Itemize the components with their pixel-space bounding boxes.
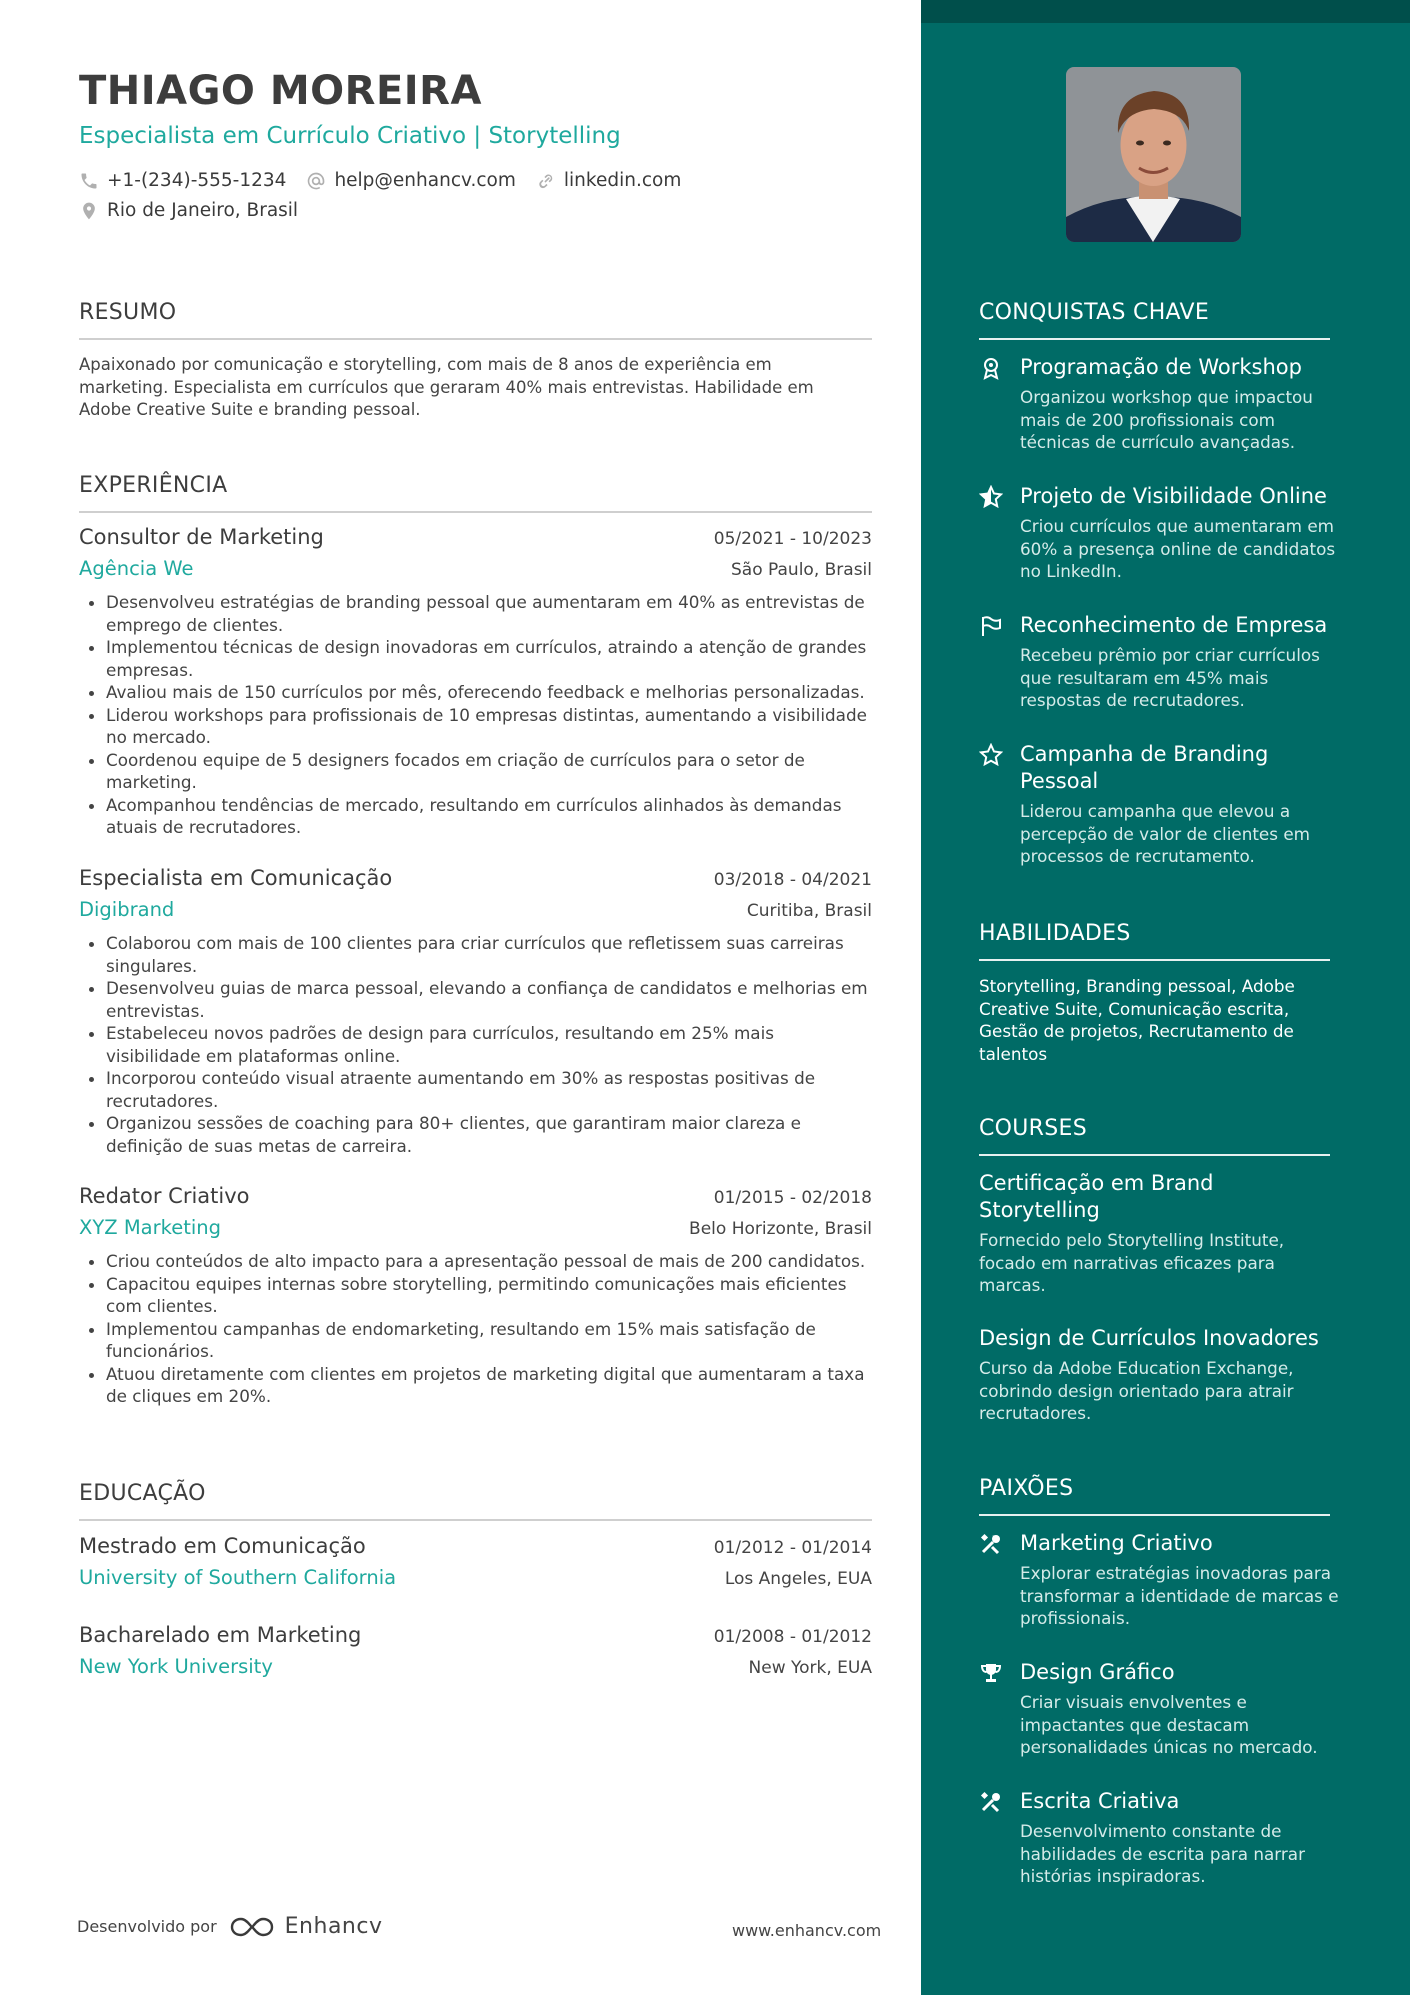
job-role: Redator Criativo [79, 1184, 250, 1208]
passion-item [979, 1659, 1339, 1759]
at-icon [306, 171, 326, 191]
job-company: Agência We [79, 557, 194, 580]
achievement-title: Programação de Workshop [1020, 355, 1302, 379]
course-desc: Fornecido pelo Storytelling Institute, focado em narrativas eficazes para marcas. [979, 1230, 1285, 1295]
achievements-heading: CONQUISTAS CHAVE [979, 300, 1210, 325]
education-date: 01/2008 - 01/2012 [713, 1627, 872, 1647]
achievement-desc: Criou currículos que aumentaram em 60% a presença online de candidatos no LinkedIn. [1020, 516, 1336, 581]
job-date: 03/2018 - 04/2021 [713, 870, 872, 890]
education-school: New York University [79, 1655, 273, 1678]
course-title: Design de Currículos Inovadores [979, 1326, 1319, 1350]
contact-phone [79, 170, 286, 191]
education-school: University of Southern California [79, 1566, 397, 1589]
map-pin-icon [79, 201, 99, 221]
job-role: Especialista em Comunicação [79, 866, 393, 890]
summary-divider [79, 338, 872, 340]
course-item [979, 1170, 1339, 1297]
summary-text: Apaixonado por comunicação e storytelling, com mais de 8 anos de experiência em marketing. Especialista em currículos que geraram 40% mais entrevistas. Habilidade em Adobe Creative Suite e branding pessoal. [79, 355, 814, 419]
job-bullet: • Colaborou com mais de 100 clientes para criar currículos que refletissem suas carreiras singulares. [106, 932, 872, 977]
candidate-name: THIAGO MOREIRA [79, 68, 482, 114]
passion-title: Escrita Criativa [1020, 1789, 1180, 1813]
contact-linkedin[interactable] [536, 170, 681, 191]
linkedin-text: linkedin.com [563, 170, 682, 191]
passion-title: Design Gráfico [1020, 1660, 1175, 1684]
passions-divider [979, 1514, 1330, 1516]
candidate-title: Especialista em Currículo Criativo | Storytelling [79, 123, 621, 149]
job-bullet: • Avaliou mais de 150 currículos por mês, oferecendo feedback e melhorias personalizadas. [106, 681, 872, 704]
job-date: 01/2015 - 02/2018 [713, 1188, 872, 1208]
tools-icon [979, 1790, 1003, 1814]
achievement-item [979, 354, 1339, 454]
education-divider [79, 1519, 872, 1521]
courses-divider [979, 1154, 1330, 1156]
job-role: Consultor de Marketing [79, 525, 324, 549]
phone-icon [79, 171, 99, 191]
passions-heading: PAIXÕES [979, 1476, 1074, 1501]
achievement-item [979, 483, 1339, 583]
education-date: 01/2012 - 01/2014 [713, 1538, 872, 1558]
course-title: Certificação em Brand Storytelling [979, 1171, 1214, 1222]
achievement-title: Reconhecimento de Empresa [1020, 613, 1328, 637]
job-bullet: • Acompanhou tendências de mercado, resultando em currículos alinhados às demandas atuais de recrutadores. [106, 794, 872, 839]
award-icon [979, 356, 1003, 380]
education-entry [79, 1623, 872, 1689]
star-half-icon [979, 485, 1003, 509]
job-location: São Paulo, Brasil [731, 560, 872, 580]
experience-divider [79, 511, 872, 513]
job-bullet: • Desenvolveu guias de marca pessoal, elevando a confiança de candidatos e melhorias em entrevistas. [106, 977, 872, 1022]
contact-email[interactable] [306, 170, 515, 191]
flag-icon [979, 614, 1003, 638]
achievement-desc: Recebeu prêmio por criar currículos que resultaram em 45% mais respostas de recrutadores. [1020, 645, 1320, 710]
course-item [979, 1325, 1339, 1425]
passion-desc: Desenvolvimento constante de habilidades de escrita para narrar histórias inspiradoras. [1020, 1821, 1305, 1886]
job-entry [79, 866, 872, 1157]
education-heading: EDUCAÇÃO [79, 1481, 206, 1506]
passion-item [979, 1530, 1339, 1630]
location-text: Rio de Janeiro, Brasil [107, 200, 299, 221]
education-location: Los Angeles, EUA [724, 1569, 872, 1589]
job-bullet: • Organizou sessões de coaching para 80+ clientes, que garantiram maior clareza e definição de suas metas de carreira. [106, 1112, 872, 1157]
location-row [79, 200, 318, 221]
achievement-item [979, 612, 1339, 712]
job-bullet: • Liderou workshops para profissionais de 10 empresas distintas, aumentando a visibilidade no mercado. [106, 704, 872, 749]
job-bullet: • Implementou campanhas de endomarketing, resultando em 15% mais satisfação de funcionários. [106, 1318, 872, 1363]
job-location: Curitiba, Brasil [746, 901, 872, 921]
contact-location [79, 200, 298, 221]
job-company: XYZ Marketing [79, 1216, 222, 1239]
job-date: 05/2021 - 10/2023 [713, 529, 872, 549]
achievement-title: Projeto de Visibilidade Online [1020, 484, 1327, 508]
passion-title: Marketing Criativo [1020, 1531, 1213, 1555]
job-bullet: • Criou conteúdos de alto impacto para a apresentação pessoal de mais de 200 candidatos. [106, 1250, 872, 1273]
experience-heading: EXPERIÊNCIA [79, 473, 228, 498]
job-entry [79, 525, 872, 839]
footer-credit [77, 1914, 382, 1939]
job-bullets [79, 1250, 872, 1408]
job-bullets [79, 591, 872, 839]
achievement-desc: Liderou campanha que elevou a percepção de valor de clientes em processos de recrutamento. [1020, 801, 1310, 866]
skills-divider [979, 959, 1330, 961]
job-company: Digibrand [79, 898, 175, 921]
passion-desc: Explorar estratégias inovadoras para transformar a identidade de marcas e profissionais. [1020, 1563, 1339, 1628]
footer-brand: Enhancv [284, 1914, 383, 1939]
passion-item [979, 1788, 1339, 1888]
trophy-icon [979, 1661, 1003, 1685]
job-bullet: • Estabeleceu novos padrões de design para currículos, resultando em 25% mais visibilidade em plataformas online. [106, 1022, 872, 1067]
footer-developed-by: Desenvolvido por [77, 1917, 217, 1936]
enhancv-logo-icon [229, 1915, 275, 1939]
skills-heading: HABILIDADES [979, 921, 1131, 946]
job-bullet: • Capacitou equipes internas sobre storytelling, permitindo comunicações mais eficientes com clientes. [106, 1273, 872, 1318]
footer-url[interactable]: www.enhancv.com [732, 1921, 882, 1940]
contact-row [79, 170, 701, 191]
education-degree: Bacharelado em Marketing [79, 1623, 362, 1647]
job-location: Belo Horizonte, Brasil [689, 1219, 872, 1239]
course-desc: Curso da Adobe Education Exchange, cobrindo design orientado para atrair recrutadores. [979, 1358, 1294, 1423]
avatar [1066, 67, 1241, 242]
achievement-title: Campanha de Branding Pessoal [1020, 742, 1269, 793]
achievement-desc: Organizou workshop que impactou mais de 200 profissionais com técnicas de currículo avançadas. [1020, 387, 1313, 452]
job-bullet: • Incorporou conteúdo visual atraente aumentando em 30% as respostas positivas de recrutadores. [106, 1067, 872, 1112]
passion-desc: Criar visuais envolventes e impactantes que destacam personalidades únicas no mercado. [1020, 1692, 1318, 1757]
job-bullet: • Atuou diretamente com clientes em projetos de marketing digital que aumentaram a taxa de cliques em 20%. [106, 1363, 872, 1408]
education-entry [79, 1534, 872, 1600]
job-entry [79, 1184, 872, 1408]
summary-heading: RESUMO [79, 300, 177, 325]
phone-text: +1-(234)-555-1234 [107, 170, 287, 191]
email-text: help@enhancv.com [334, 170, 516, 191]
tools-icon [979, 1532, 1003, 1556]
sidebar-top-band [921, 0, 1410, 23]
job-bullet: • Implementou técnicas de design inovadoras em currículos, atraindo a atenção de grandes empresas. [106, 636, 872, 681]
skills-text: Storytelling, Branding pessoal, Adobe Creative Suite, Comunicação escrita, Gestão de projetos, Recrutamento de talentos [979, 976, 1295, 1064]
star-icon [979, 743, 1003, 767]
achievement-item [979, 741, 1339, 868]
courses-heading: COURSES [979, 1116, 1087, 1141]
job-bullets [79, 932, 872, 1157]
education-location: New York, EUA [748, 1658, 872, 1678]
achievements-divider [979, 338, 1330, 340]
job-bullet: • Coordenou equipe de 5 designers focados em criação de currículos para o setor de marketing. [106, 749, 872, 794]
link-icon [536, 171, 556, 191]
education-degree: Mestrado em Comunicação [79, 1534, 366, 1558]
job-bullet: • Desenvolveu estratégias de branding pessoal que aumentaram em 40% as entrevistas de emprego de clientes. [106, 591, 872, 636]
